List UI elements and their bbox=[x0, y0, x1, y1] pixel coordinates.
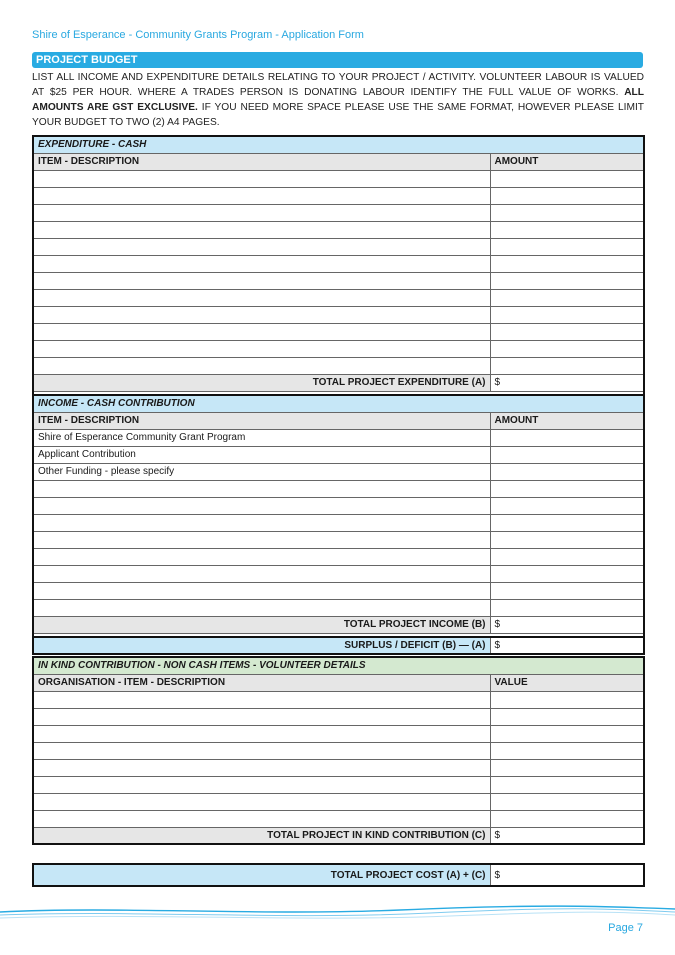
inkind-row-amount[interactable] bbox=[490, 759, 644, 776]
inkind-row-description[interactable] bbox=[33, 708, 490, 725]
surplus-deficit-field[interactable]: $ bbox=[490, 637, 644, 654]
income-row bbox=[33, 548, 644, 565]
expenditure-total-field[interactable]: $ bbox=[490, 374, 644, 391]
expenditure-row bbox=[33, 340, 644, 357]
income-row-amount[interactable] bbox=[490, 514, 644, 531]
expenditure-col-amount: AMOUNT bbox=[490, 153, 644, 170]
inkind-row bbox=[33, 776, 644, 793]
inkind-row bbox=[33, 725, 644, 742]
instructions-text-bold: ALL AMOUNTS ARE GST EXCLUSIVE. bbox=[32, 87, 644, 113]
inkind-row bbox=[33, 691, 644, 708]
income-total-field[interactable]: $ bbox=[490, 616, 644, 633]
expenditure-row-amount[interactable] bbox=[490, 289, 644, 306]
expenditure-row-amount[interactable] bbox=[490, 238, 644, 255]
inkind-row-description[interactable] bbox=[33, 793, 490, 810]
inkind-row-description[interactable] bbox=[33, 742, 490, 759]
income-row-amount[interactable] bbox=[490, 429, 644, 446]
total-cost-row bbox=[33, 864, 644, 886]
inkind-total-row bbox=[33, 827, 644, 844]
income-column-headers bbox=[33, 412, 644, 429]
expenditure-row bbox=[33, 306, 644, 323]
total-cost-label: TOTAL PROJECT COST (A) + (C) bbox=[33, 864, 490, 886]
income-row-description[interactable]: Other Funding - please specify bbox=[33, 463, 490, 480]
section-title: PROJECT BUDGET bbox=[36, 54, 138, 66]
income-row bbox=[33, 429, 644, 446]
inkind-row-amount[interactable] bbox=[490, 776, 644, 793]
expenditure-row-amount[interactable] bbox=[490, 221, 644, 238]
budget-table bbox=[32, 135, 645, 655]
inkind-row-amount[interactable] bbox=[490, 793, 644, 810]
income-row-description[interactable] bbox=[33, 599, 490, 616]
income-row bbox=[33, 446, 644, 463]
expenditure-row bbox=[33, 238, 644, 255]
page-number: Page 7 bbox=[608, 922, 643, 934]
income-row-amount[interactable] bbox=[490, 497, 644, 514]
income-row-amount[interactable] bbox=[490, 548, 644, 565]
inkind-row-amount[interactable] bbox=[490, 725, 644, 742]
expenditure-row-description[interactable] bbox=[33, 204, 490, 221]
inkind-col-value: VALUE bbox=[490, 674, 644, 691]
income-row-amount[interactable] bbox=[490, 480, 644, 497]
inkind-total-field[interactable]: $ bbox=[490, 827, 644, 844]
inkind-row-description[interactable] bbox=[33, 759, 490, 776]
expenditure-row-amount[interactable] bbox=[490, 340, 644, 357]
expenditure-column-headers bbox=[33, 153, 644, 170]
instructions-text-a: LIST ALL INCOME AND EXPENDITURE DETAILS RELATING TO YOUR PROJECT / ACTIVITY. VOLUNTEER LABOUR IS VALUED AT $25 PER HOUR. WHERE A TRADES PERSON IS DONATING LABOUR IDENTIFY THE FULL VALUE OF WORKS. bbox=[32, 72, 644, 98]
footer-wave-decoration bbox=[0, 900, 675, 930]
expenditure-row bbox=[33, 323, 644, 340]
income-row bbox=[33, 531, 644, 548]
document-header-title: Shire of Esperance - Community Grants Program - Application Form bbox=[32, 29, 364, 41]
income-row-amount[interactable] bbox=[490, 565, 644, 582]
expenditure-row-amount[interactable] bbox=[490, 255, 644, 272]
instructions-text-b: IF YOU NEED MORE SPACE PLEASE USE THE SAME FORMAT, HOWEVER PLEASE LIMIT YOUR BUDGET TO TWO (2) A4 PAGES. bbox=[32, 102, 644, 128]
expenditure-section-header bbox=[33, 136, 644, 153]
inkind-row bbox=[33, 742, 644, 759]
income-row-amount[interactable] bbox=[490, 582, 644, 599]
expenditure-col-item: ITEM - DESCRIPTION bbox=[33, 153, 490, 170]
inkind-column-headers bbox=[33, 674, 644, 691]
income-row bbox=[33, 514, 644, 531]
income-section-header bbox=[33, 395, 644, 412]
expenditure-row-amount[interactable] bbox=[490, 306, 644, 323]
income-row-description[interactable] bbox=[33, 480, 490, 497]
inkind-row-amount[interactable] bbox=[490, 810, 644, 827]
expenditure-row-description[interactable] bbox=[33, 187, 490, 204]
expenditure-row bbox=[33, 357, 644, 374]
section-title-bar bbox=[32, 52, 643, 68]
income-total-row bbox=[33, 616, 644, 633]
expenditure-row bbox=[33, 187, 644, 204]
expenditure-row-description[interactable] bbox=[33, 255, 490, 272]
surplus-deficit-row bbox=[33, 637, 644, 654]
income-row bbox=[33, 599, 644, 616]
income-row-description[interactable] bbox=[33, 531, 490, 548]
income-row-description[interactable] bbox=[33, 565, 490, 582]
expenditure-title: EXPENDITURE - CASH bbox=[33, 136, 644, 153]
expenditure-row-description[interactable] bbox=[33, 357, 490, 374]
inkind-row bbox=[33, 793, 644, 810]
expenditure-row bbox=[33, 170, 644, 187]
inkind-row-amount[interactable] bbox=[490, 708, 644, 725]
income-row-amount[interactable] bbox=[490, 599, 644, 616]
income-row-amount[interactable] bbox=[490, 531, 644, 548]
income-row bbox=[33, 582, 644, 599]
inkind-row-amount[interactable] bbox=[490, 742, 644, 759]
income-row-description[interactable] bbox=[33, 548, 490, 565]
inkind-section-header bbox=[33, 657, 644, 674]
expenditure-row-amount[interactable] bbox=[490, 323, 644, 340]
income-total-label: TOTAL PROJECT INCOME (B) bbox=[33, 616, 490, 633]
inkind-title: IN KIND CONTRIBUTION - NON CASH ITEMS - VOLUNTEER DETAILS bbox=[33, 657, 644, 674]
expenditure-row-description[interactable] bbox=[33, 170, 490, 187]
instructions-paragraph bbox=[32, 70, 644, 130]
income-col-item: ITEM - DESCRIPTION bbox=[33, 412, 490, 429]
total-cost-field[interactable]: $ bbox=[490, 864, 644, 886]
expenditure-row bbox=[33, 272, 644, 289]
inkind-table bbox=[32, 656, 645, 845]
expenditure-row bbox=[33, 255, 644, 272]
expenditure-row bbox=[33, 221, 644, 238]
inkind-row-description[interactable] bbox=[33, 776, 490, 793]
income-row-description[interactable] bbox=[33, 582, 490, 599]
income-row-description[interactable]: Applicant Contribution bbox=[33, 446, 490, 463]
income-row-description[interactable] bbox=[33, 497, 490, 514]
expenditure-row-description[interactable] bbox=[33, 306, 490, 323]
expenditure-row bbox=[33, 204, 644, 221]
expenditure-total-label: TOTAL PROJECT EXPENDITURE (A) bbox=[33, 374, 490, 391]
income-row bbox=[33, 565, 644, 582]
expenditure-row-description[interactable] bbox=[33, 221, 490, 238]
inkind-row bbox=[33, 708, 644, 725]
expenditure-row-amount[interactable] bbox=[490, 357, 644, 374]
expenditure-row-amount[interactable] bbox=[490, 187, 644, 204]
inkind-row bbox=[33, 810, 644, 827]
expenditure-row-description[interactable] bbox=[33, 289, 490, 306]
total-cost-table bbox=[32, 863, 645, 887]
expenditure-row-description[interactable] bbox=[33, 272, 490, 289]
expenditure-row bbox=[33, 289, 644, 306]
inkind-col-item: ORGANISATION - ITEM - DESCRIPTION bbox=[33, 674, 490, 691]
income-title: INCOME - CASH CONTRIBUTION bbox=[33, 395, 644, 412]
inkind-row-description[interactable] bbox=[33, 810, 490, 827]
income-row bbox=[33, 497, 644, 514]
income-row bbox=[33, 480, 644, 497]
expenditure-row-description[interactable] bbox=[33, 323, 490, 340]
inkind-row-amount[interactable] bbox=[490, 691, 644, 708]
income-row-amount[interactable] bbox=[490, 446, 644, 463]
income-row bbox=[33, 463, 644, 480]
expenditure-row-description[interactable] bbox=[33, 238, 490, 255]
income-col-amount: AMOUNT bbox=[490, 412, 644, 429]
inkind-row-description[interactable] bbox=[33, 725, 490, 742]
income-row-description[interactable] bbox=[33, 514, 490, 531]
income-row-amount[interactable] bbox=[490, 463, 644, 480]
inkind-row bbox=[33, 759, 644, 776]
expenditure-row-amount[interactable] bbox=[490, 204, 644, 221]
expenditure-row-amount[interactable] bbox=[490, 272, 644, 289]
expenditure-total-row bbox=[33, 374, 644, 391]
inkind-row-description[interactable] bbox=[33, 691, 490, 708]
surplus-deficit-label: SURPLUS / DEFICIT (B) — (A) bbox=[33, 637, 490, 654]
expenditure-row-amount[interactable] bbox=[490, 170, 644, 187]
inkind-total-label: TOTAL PROJECT IN KIND CONTRIBUTION (C) bbox=[33, 827, 490, 844]
expenditure-row-description[interactable] bbox=[33, 340, 490, 357]
income-row-description[interactable]: Shire of Esperance Community Grant Program bbox=[33, 429, 490, 446]
